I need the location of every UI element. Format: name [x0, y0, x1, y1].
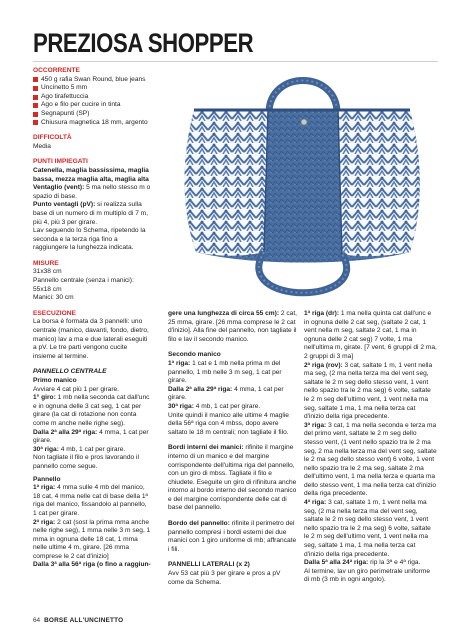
avviare-text: Avviare 4 cat più 1 per girare.: [33, 385, 120, 393]
row-label: Bordi interni dei manici:: [168, 444, 244, 452]
laterali-text: Avv 53 cat più 3 per girare e pros a pV come da Schema.: [168, 570, 281, 586]
row-label: Dalla 2ª alla 29ª riga:: [168, 385, 233, 393]
esecuzione-text: La borsa è formata da 3 pannelli: uno centrale (manico, davanti, fondo, dietro, manico) lav a ma e due laterali eseguiti a pV. Le tre parti vengono cucite insieme al termine.: [33, 318, 149, 360]
occorrente-item: Uncinetto 5 mm: [41, 84, 88, 92]
row-text: 3 cat, 1 ma nella seconda e terza ma del primo vent, saltate le 2 m seg dello stesso vent, (1 vent nello spazio tra le 2 ma seg, 2 ma nella terza ma del vent seg, saltate le 2 ma seg dello stesso vent) 6 volte, 1 vent nello spazio tra le 2 ma seg, saltate 2 ma dell'ultimo vent, 1 ma nella terza e quarta ma dello stesso vent, 1 ma nella terza cat d'inizio della riga precedente.: [304, 421, 437, 498]
page-title: PREZIOSA SHOPPER: [33, 28, 254, 58]
row-text: rip la 3ª e 4ª riga.: [368, 559, 421, 567]
occorrente-item: Segnapunti (SP): [41, 109, 90, 117]
esecuzione-heading: ESECUZIONE: [33, 309, 76, 317]
pv-text-2: Lav seguendo lo Schema, ripetendo la seconda e la terza riga fino a raggiungere la lunghezza indicata.: [33, 227, 146, 252]
row-text: 2 cat (sost la prima mma anche nelle righe seg), 1 mma nelle 3 m seg, 1 mma in ognuna delle 18 cat, 1 mma nelle ultime 4 m, girare. [26 mma comprese le 2 cat d'inizio]: [33, 518, 151, 560]
row-instruction: [33, 429, 151, 446]
row-instruction: [33, 394, 151, 428]
row-label: Dalla 3ª alla 56ª riga (o fino a raggiun-: [33, 561, 151, 569]
bullet-square-icon: [33, 120, 38, 125]
row-text: 4 mma, 1 cat per girare.: [33, 428, 149, 445]
misure-heading: MISURE: [33, 259, 59, 267]
row-instruction: [168, 403, 298, 412]
row-label: Dalla 2ª alla 29ª riga:: [33, 428, 98, 436]
row-label: 2ª riga (rov):: [304, 361, 343, 369]
bullet-square-icon: [33, 77, 38, 82]
difficolta-heading: DIFFICOLTÀ: [33, 134, 72, 142]
misure-line: 31x38 cm: [33, 268, 62, 276]
row-instruction: [168, 444, 298, 513]
row-instruction: [304, 499, 437, 559]
list-item: [33, 101, 151, 110]
list-item: [33, 110, 151, 119]
row-label: Bordo del pannello:: [168, 520, 230, 528]
pv-paragraph: [33, 201, 151, 227]
misure-line: Manici: 30 cm: [33, 294, 74, 302]
row-text: 4 mma sulle 4 mb del manico, 18 cat, 4 mma nelle cat di base della 1ª riga del manico, fissandolo al pannello, 1 cat per girare.: [33, 484, 148, 517]
row-text: rifinite il perimetro del pannello compresi i bordi esterni dei due manici con 1 giro uniforme di mb; affrancate i fili.: [168, 520, 297, 553]
secondo-manico-heading: Secondo manico: [168, 351, 221, 359]
row-label: gere una lunghezza di circa 55 cm):: [168, 310, 280, 317]
row-label: 1ª riga (dr):: [304, 310, 340, 317]
row-instruction: [304, 559, 437, 568]
occorrente-item: Chiusura magnetica 18 mm, argento: [41, 118, 148, 126]
row-text: 4 mma, 1 cat per girare.: [168, 385, 284, 402]
occorrente-heading: OCCORRENTE: [33, 67, 80, 74]
row-label: 30ª riga:: [33, 445, 59, 453]
row-text: 3 cat, saltate 1 m, 1 vent nella ma seg, (2 ma nella terza ma del vent seg, saltate le 2 m seg dello stesso vent, 1 vent nello spazio tra le 2 ma seg) 6 volte, saltate le 2 m seg dell'ultimo vent, 1 vent nella ma seg, saltate 1 ma, 1 ma nella terza cat d'inizio della riga precedente.: [304, 499, 431, 558]
row-label: 3ª riga:: [304, 421, 327, 429]
page-number: 64: [33, 617, 41, 624]
row-instruction: [304, 310, 437, 362]
row-text: rifinite il margine interno di un manico e del margine corrispondente dell'ultima riga del pannello, con un giro di mbss. Tagliate il filo e chiudete. Eseguite un giro di rifinitura anche intorno al bordo interno del secondo manico e del margine corrispondente delle cat di base del pannello.: [168, 444, 297, 512]
row-label: 2ª riga:: [33, 518, 56, 526]
row-text: 4 mb, 1 cat per girare.: [193, 402, 261, 410]
list-item: [33, 76, 151, 85]
middle-column: [168, 310, 298, 587]
bag-photo: [160, 66, 446, 308]
row-text: 1 cat e 1 mb nella prima m del pannello, 1 mb nelle 3 m seg, 1 cat per girare.: [168, 359, 282, 385]
end-text: Al termine, lav un giro perimetrale uniforme di mb (3 mb in ogni angolo).: [304, 567, 431, 584]
punti-intro: Catenella, maglia bassissima, maglia bassa, mezza maglia alta, maglia alta: [33, 166, 149, 183]
row-text: 1 mb nella seconda cat dall'unc e in ognuna delle 3 cat seg, 1 cat per girare (la cat di rotazione non conta come m anche nelle righe seg).: [33, 394, 150, 427]
left-column: [33, 67, 151, 570]
row-label: Dalla 5ª alla 24ª riga:: [304, 559, 369, 567]
vent-label: Ventaglio (vent):: [33, 184, 85, 192]
row-instruction: [33, 484, 151, 518]
punti-heading: PUNTI IMPIEGATI: [33, 158, 88, 166]
pv-text: si realizza sulla base di un numero di m multiplo di 7 m, più 4, più 3 per girare.: [33, 201, 149, 226]
occorrente-item: Ago e filo per cucire in tinta: [41, 101, 121, 109]
difficolta-value: Media: [33, 142, 51, 150]
row-instruction: [33, 446, 151, 455]
row-text: 2 cat, 25 mma, girare. [26 mma comprese le 2 cat d'inizio]. Alla fine del pannello, non tagliate il filo e lav il secondo manico.: [168, 310, 297, 343]
vent-paragraph: [33, 184, 151, 201]
row-instruction: [168, 386, 298, 403]
bullet-square-icon: [33, 112, 38, 117]
row-instruction: [304, 362, 437, 422]
occorrente-item: 450 g rafia Swan Round, blue jeans: [41, 75, 146, 83]
list-item: [33, 119, 151, 128]
bullet-square-icon: [33, 86, 38, 91]
note-text: Non tagliate il filo e pros lavorando il pannello come segue.: [33, 454, 139, 470]
pannello-heading: Pannello: [33, 475, 61, 483]
list-item: [33, 84, 151, 93]
row-instruction: [168, 360, 298, 386]
pannello-centrale-heading: PANNELLO CENTRALE: [33, 368, 107, 376]
magazine-name: BORSE ALL'UNCINETTO: [44, 617, 124, 624]
vent-text: 5 ma nello stesso m o spazio di base.: [33, 184, 151, 200]
list-item: [33, 93, 151, 102]
row-label: 1° giro:: [33, 394, 56, 402]
occorrente-item: Ago tirafettuccia: [41, 92, 89, 100]
bullet-square-icon: [33, 95, 38, 100]
primo-manico-heading: Primo manico: [33, 377, 77, 384]
row-text: 3 cat, saltate 1 m, 1 vent nella ma seg, (2 ma nella terza ma del vent seg, saltate le 2 m seg dello stesso vent, 1 vent nello spazio tra le 2 ma seg) 6 volte, saltate le 2 m seg dell'ultimo vent, 1 vent nella ma seg, saltate 1 ma, 1 ma nella terza cat d'inizio della riga precedente.: [304, 361, 433, 421]
row-text: 1 ma nella quinta cat dall'unc e in ognuna delle 2 cat seg, (saltate 2 cat, 1 vent nella m seg, saltate 2 cat, 1 ma in ognuna delle 2 cat seg) 7 volte, 1 ma nell'ultima m, girate. [7 vent, 6 gruppi di 2 ma, 2 gruppi di 3 ma]: [304, 310, 437, 360]
right-column: [304, 310, 437, 585]
unite-text: Unite quindi il manico alle ultime 4 maglie della 56ª riga con 4 mbss, dopo avere saltato le 18 m centrali; non tagliate il filo.: [168, 411, 289, 436]
row-text: 4 mb, 1 cat per girare.: [58, 445, 126, 453]
row-instruction: [33, 519, 151, 562]
row-instruction: [304, 422, 437, 499]
row-label: 1ª riga:: [33, 484, 56, 492]
pv-label: Punto ventagli (pV):: [33, 201, 96, 209]
bullet-square-icon: [33, 103, 38, 108]
row-instruction: [168, 310, 298, 344]
page-footer: [33, 617, 123, 624]
row-label: 30ª riga:: [168, 402, 194, 410]
title-divider: [33, 61, 438, 62]
row-label: 4ª riga:: [304, 499, 327, 507]
row-label: 1ª riga:: [168, 359, 191, 367]
misure-line: Pannello centrale (senza i manici): 55x18 cm: [33, 277, 134, 293]
pannelli-laterali-heading: PANNELLI LATERALI (x 2): [168, 561, 250, 569]
row-instruction: [168, 520, 298, 554]
